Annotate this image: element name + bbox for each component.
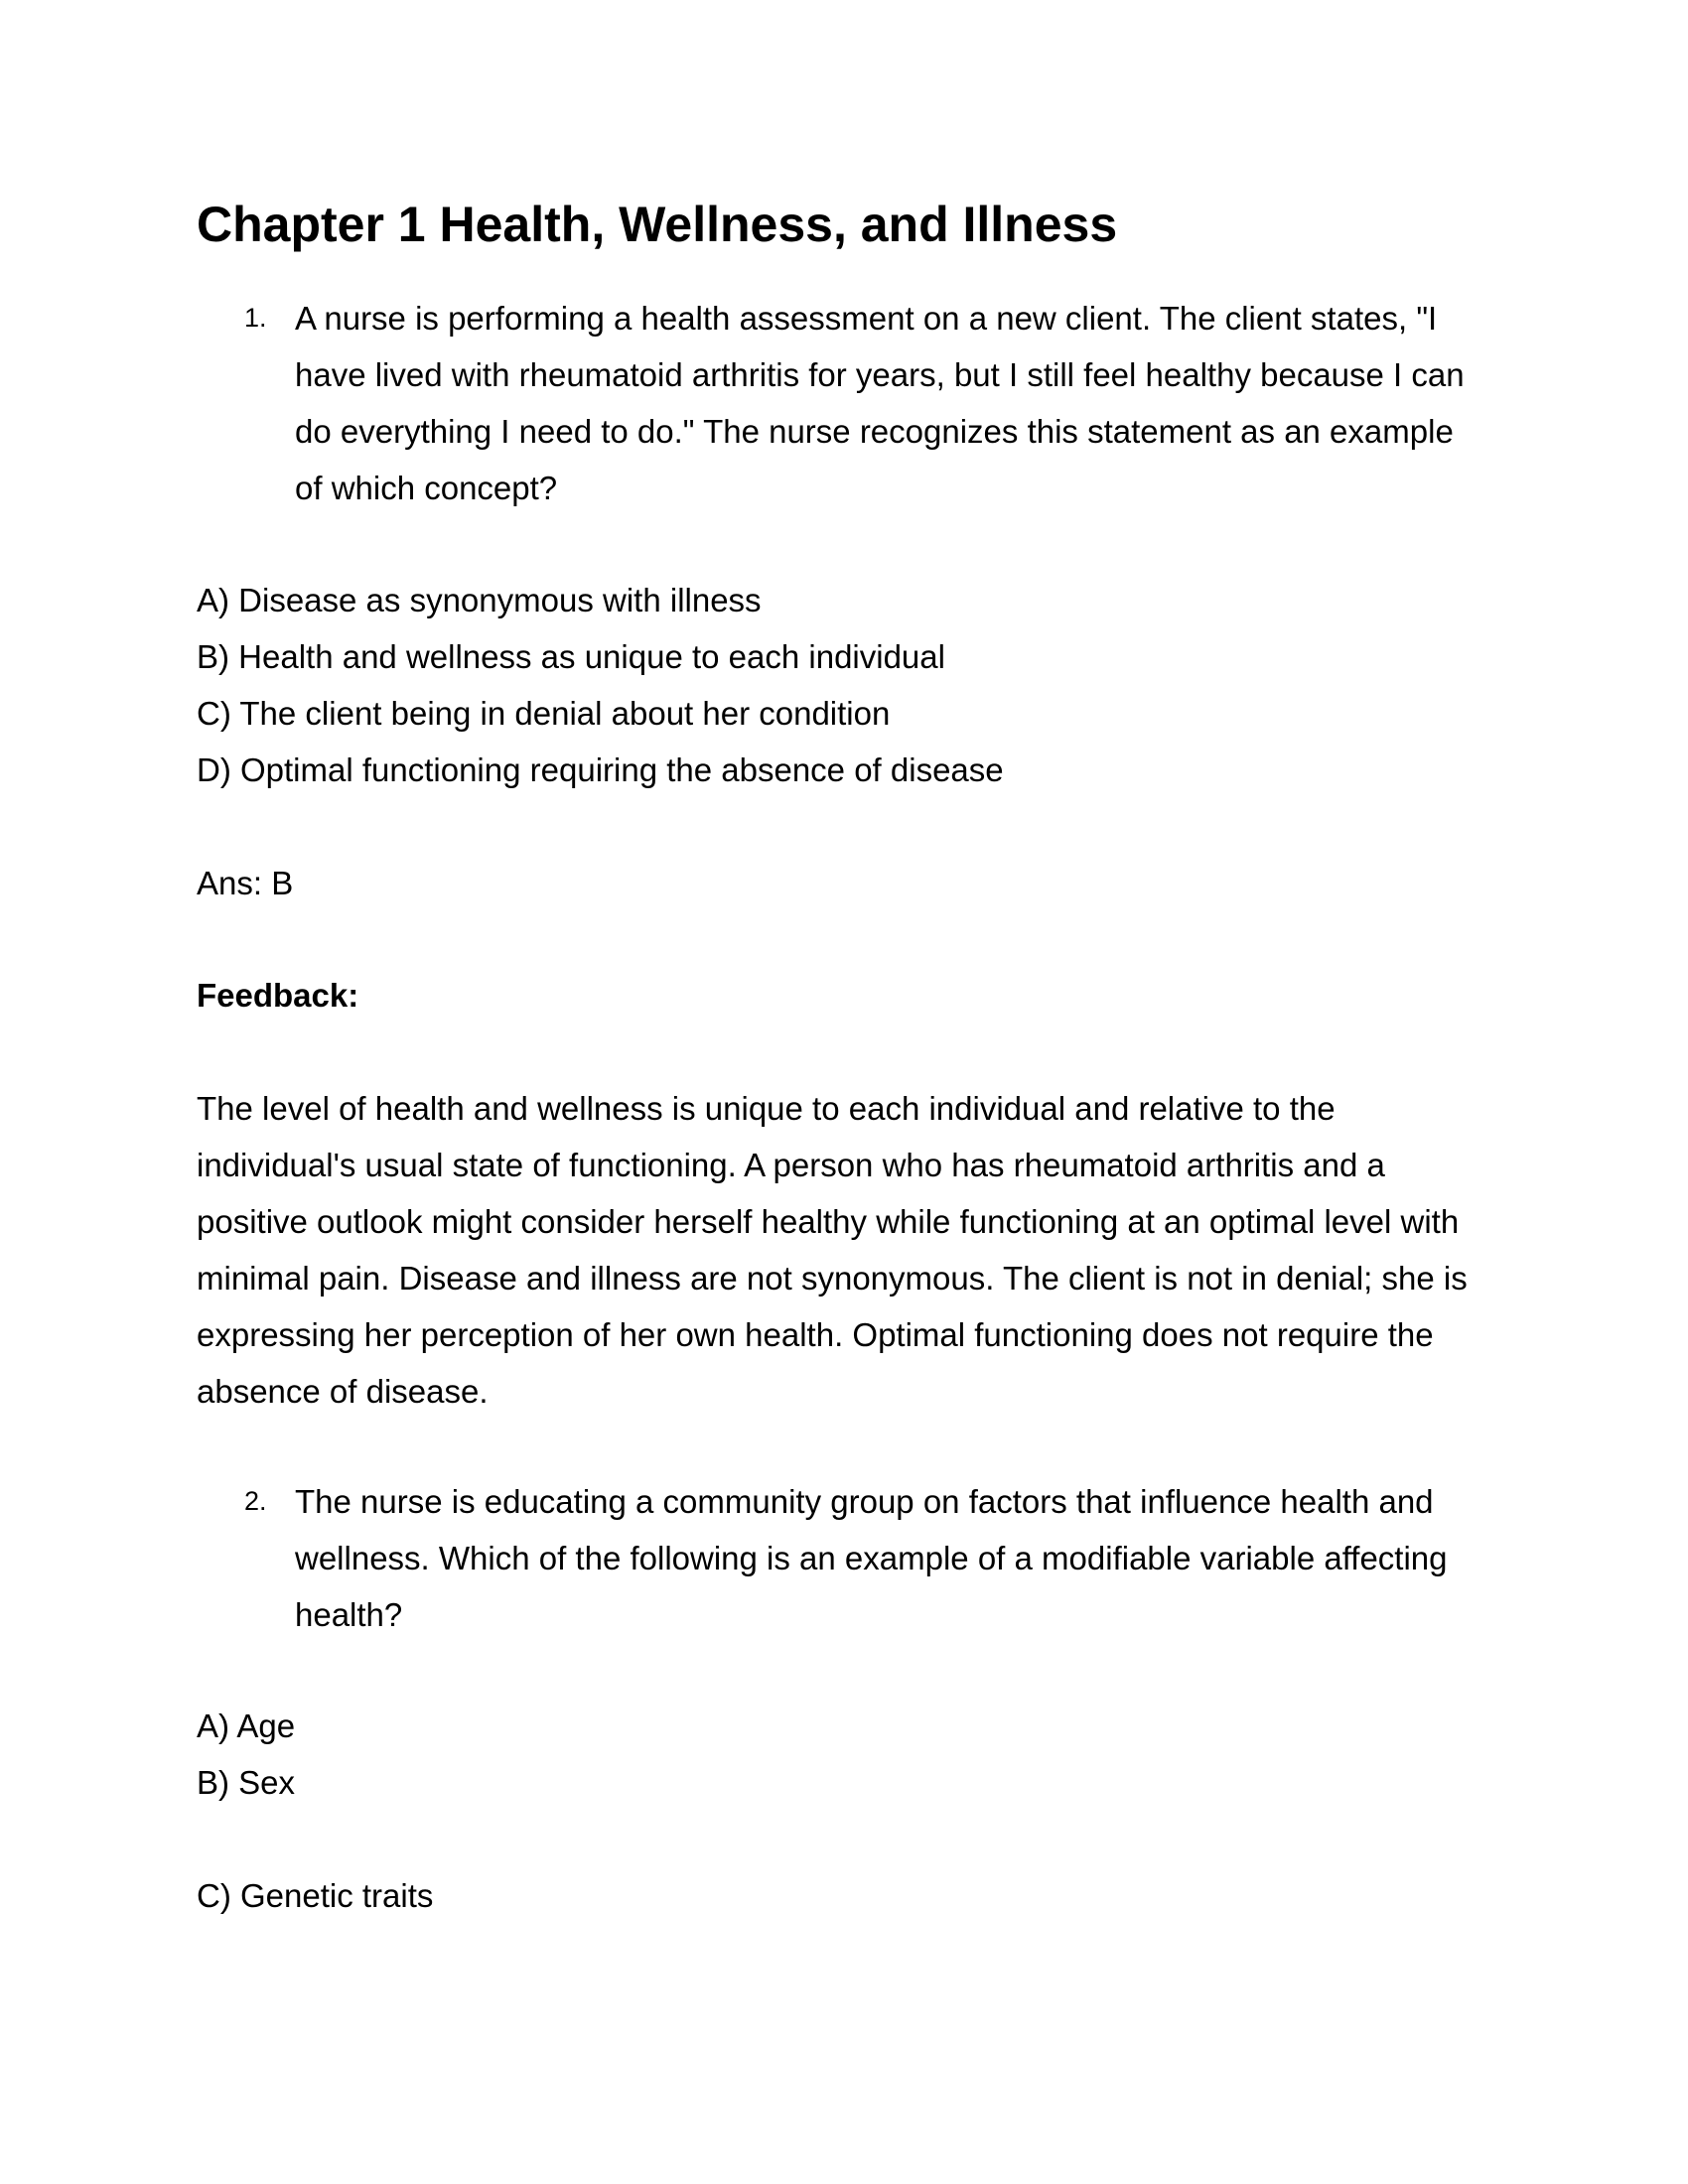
question-1-line: of which concept? — [295, 470, 558, 506]
question-1-option-a: A) Disease as synonymous with illness — [197, 582, 762, 618]
question-1-number: 1. — [244, 303, 267, 333]
question-1-option-c: C) The client being in denial about her condition — [197, 695, 891, 732]
question-2-number: 2. — [244, 1486, 267, 1516]
question-2-option-a: A) Age — [197, 1707, 296, 1744]
question-1-answer: Ans: B — [197, 865, 294, 901]
feedback-paragraph — [197, 1080, 1487, 1420]
feedback-line: individual's usual state of functioning. A person who has rheumatoid arthritis and a — [197, 1147, 1385, 1183]
feedback-line: The level of health and wellness is unique to each individual and relative to the — [197, 1090, 1336, 1127]
question-1-line: A nurse is performing a health assessment on a new client. The client states, "I — [295, 300, 1438, 337]
feedback-label: Feedback: — [197, 977, 359, 1014]
question-2-line: wellness. Which of the following is an example of a modifiable variable affecting — [295, 1540, 1448, 1576]
question-1-line: do everything I need to do." The nurse recognizes this statement as an example — [295, 413, 1454, 450]
chapter-title: Chapter 1 Health, Wellness, and Illness — [197, 197, 1118, 252]
question-2-line: health? — [295, 1596, 403, 1633]
feedback-line: minimal pain. Disease and illness are not synonymous. The client is not in denial; she is — [197, 1260, 1468, 1297]
question-1-text — [295, 290, 1526, 516]
question-2-option-c: C) Genetic traits — [197, 1877, 434, 1914]
feedback-line: absence of disease. — [197, 1373, 489, 1410]
feedback-line: positive outlook might consider herself healthy while functioning at an optimal level with — [197, 1203, 1460, 1240]
question-1-option-d: D) Optimal functioning requiring the absence of disease — [197, 751, 1004, 788]
question-1-option-b: B) Health and wellness as unique to each individual — [197, 638, 945, 675]
question-2-line: The nurse is educating a community group on factors that influence health and — [295, 1483, 1434, 1520]
question-2-option-b: B) Sex — [197, 1764, 296, 1801]
feedback-line: expressing her perception of her own health. Optimal functioning does not require the — [197, 1316, 1434, 1353]
question-2-text — [295, 1473, 1526, 1643]
question-1-line: have lived with rheumatoid arthritis for years, but I still feel healthy because I can — [295, 356, 1465, 393]
